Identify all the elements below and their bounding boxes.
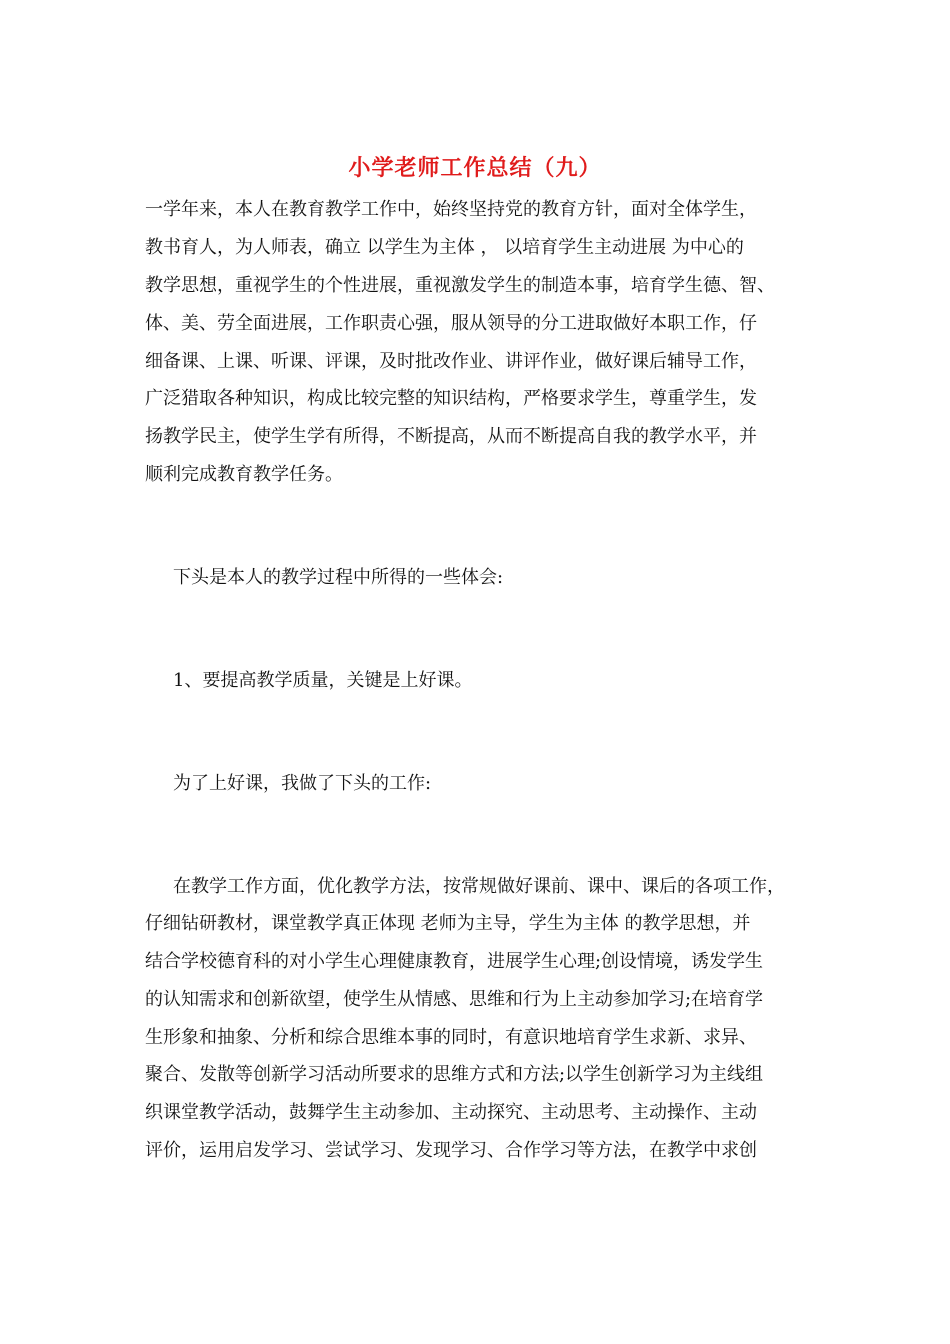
paragraph-5-line: 聚合、发散等创新学习活动所要求的思维方式和方法;以学生创新学习为主线组 <box>145 1064 764 1085</box>
paragraph-5-line: 在教学工作方面，优化教学方法，按常规做好课前、课中、课后的各项工作， <box>173 876 785 897</box>
paragraph-4: 为了上好课，我做了下头的工作: <box>173 773 432 794</box>
paragraph-5-line: 结合学校德育科的对小学生心理健康教育，进展学生心理;创设情境，诱发学生 <box>145 951 764 972</box>
paragraph-5-line: 织课堂教学活动，鼓舞学生主动参加、主动探究、主动思考、主动操作、主动 <box>145 1102 757 1123</box>
paragraph-1-line: 教书育人，为人师表，确立 以学生为主体 ， 以培育学生主动进展 为中心的 <box>145 237 744 258</box>
paragraph-5-line: 仔细钻研教材，课堂教学真正体现 老师为主导，学生为主体 的教学思想，并 <box>145 913 751 934</box>
paragraph-1-line: 细备课、上课、听课、评课，及时批改作业、讲评作业，做好课后辅导工作， <box>145 351 757 372</box>
paragraph-1-line: 广泛猎取各种知识，构成比较完整的知识结构，严格要求学生，尊重学生，发 <box>145 388 757 409</box>
document-title: 小学老师工作总结（九） <box>348 155 602 181</box>
paragraph-3: 1、要提高教学质量，关键是上好课。 <box>173 670 473 691</box>
paragraph-1-line: 教学思想，重视学生的个性进展，重视激发学生的制造本事，培育学生德、智、 <box>145 275 775 296</box>
paragraph-5-line: 的认知需求和创新欲望，使学生从情感、思维和行为上主动参加学习;在培育学 <box>145 989 764 1010</box>
paragraph-1-line: 顺利完成教育教学任务。 <box>145 464 343 485</box>
paragraph-2: 下头是本人的教学过程中所得的一些体会: <box>173 567 504 588</box>
paragraph-1-line: 扬教学民主，使学生学有所得，不断提高，从而不断提高自我的教学水平，并 <box>145 426 757 447</box>
paragraph-5-line: 评价，运用启发学习、尝试学习、发现学习、合作学习等方法，在教学中求创 <box>145 1140 757 1161</box>
paragraph-1-line: 一学年来，本人在教育教学工作中，始终坚持党的教育方针，面对全体学生， <box>145 199 757 220</box>
paragraph-1-line: 体、美、劳全面进展，工作职责心强，服从领导的分工进取做好本职工作，仔 <box>145 313 757 334</box>
paragraph-5-line: 生形象和抽象、分析和综合思维本事的同时，有意识地培育学生求新、求异、 <box>145 1027 757 1048</box>
